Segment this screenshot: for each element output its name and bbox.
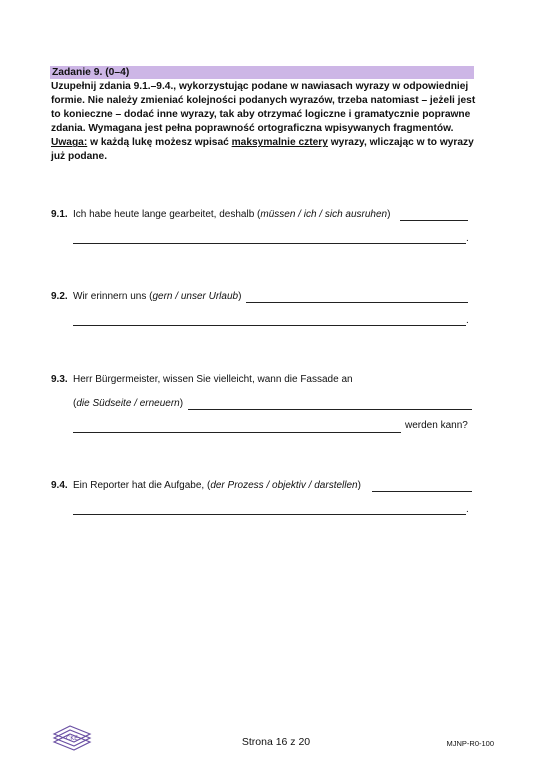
answer-line[interactable] [400, 220, 468, 221]
question-paren-close: ) [357, 480, 361, 491]
document-code: MJNP-R0-100 [446, 739, 494, 748]
instruction-text: Uzupełnij zdania 9.1.–9.4., wykorzystując podane w nawiasach wyrazy w odpowiedniej formie. Nie należy zmieniać kolejności podanych wyrazów, trzeba natomiast – jeżeli jest to konieczne – dodać inne wyrazy, tak aby otrzymać logiczne i gramatycznie poprawne zdania. Wymagana jest pełna poprawność ortograficzna wpisywanych fragmentów. [51, 81, 476, 135]
note-text-b: wyrazy, wliczając w to wyrazy już podane. [51, 137, 474, 163]
question-number: 9.1. [51, 209, 68, 220]
question-paren-close: ) [387, 209, 391, 220]
question-hint: der Prozess / objektiv / darstellen [210, 480, 358, 491]
note-emphasis: maksymalnie cztery [231, 137, 328, 149]
question-number: 9.3. [51, 374, 68, 385]
sentence-period: . [466, 504, 469, 515]
sentence-period: . [466, 315, 469, 326]
question-hint: gern / unser Urlaub [152, 291, 239, 302]
note-paragraph [51, 136, 481, 164]
question-number: 9.4. [51, 480, 68, 491]
answer-line[interactable] [73, 432, 401, 433]
task-instructions [51, 80, 481, 165]
answer-line[interactable] [188, 409, 472, 410]
question-9-4 [51, 479, 361, 492]
answer-line[interactable] [246, 302, 468, 303]
question-9-3-line2 [73, 397, 183, 410]
answer-line[interactable] [73, 325, 466, 326]
question-text: Ein Reporter hat die Aufgabe, ( [73, 480, 211, 491]
question-9-1 [51, 208, 390, 221]
question-hint: die Südseite / erneuern [76, 398, 180, 409]
note-text-a: w każdą lukę możesz wpisać [87, 137, 232, 149]
svg-text:CKE: CKE [66, 735, 78, 742]
question-paren-open: ( [73, 398, 77, 409]
question-text: Herr Bürgermeister, wissen Sie vielleicht, wann die Fassade an [73, 374, 353, 385]
sentence-period: . [466, 233, 469, 244]
task-title: Zadanie 9. (0–4) [52, 67, 130, 78]
question-paren-close: ) [238, 291, 242, 302]
answer-line[interactable] [372, 491, 472, 492]
question-text: Wir erinnern uns ( [73, 291, 153, 302]
task-header-bar [50, 66, 474, 79]
question-paren-close: ) [179, 398, 184, 409]
question-text: Ich habe heute lange gearbeitet, deshalb ( [73, 209, 261, 220]
answer-line[interactable] [73, 243, 466, 244]
question-tail: werden kann? [405, 420, 468, 431]
question-hint: müssen / ich / sich ausruhen [260, 209, 388, 220]
question-9-3 [51, 373, 353, 386]
answer-line[interactable] [73, 514, 466, 515]
question-number: 9.2. [51, 291, 68, 302]
question-9-2 [51, 290, 241, 303]
note-label: Uwaga: [51, 137, 88, 149]
page-number: Strona 16 z 20 [241, 736, 311, 748]
